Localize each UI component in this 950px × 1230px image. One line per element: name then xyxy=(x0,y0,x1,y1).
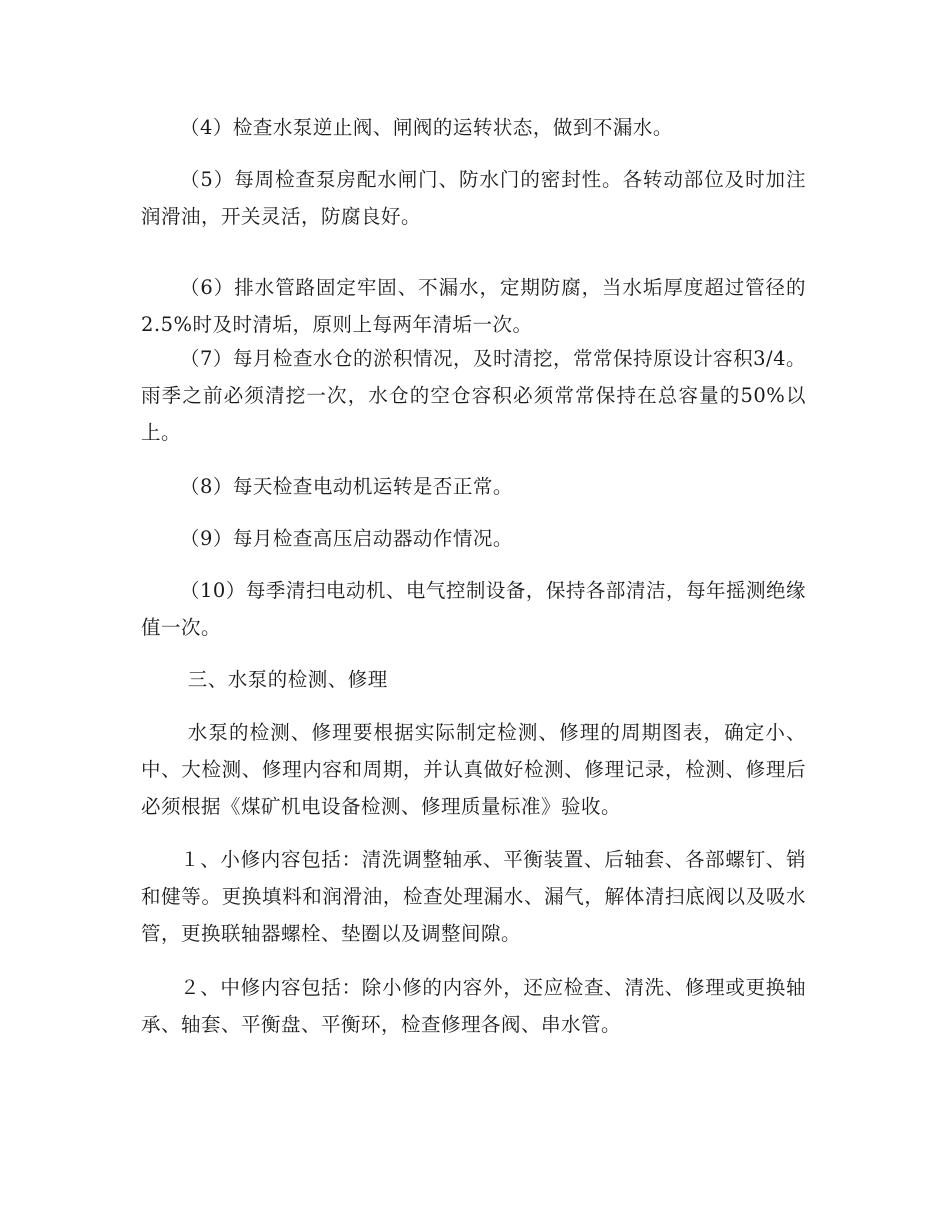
paragraph-quarterly-cleaning: （10）每季清扫电动机、电气控制设备，保持各部清洁，每年摇测绝缘值一次。 xyxy=(141,579,806,639)
paragraph-drain-pipe: （6）排水管路固定牢固、不漏水，定期防腐，当水垢厚度超过管径的2.5%时及时清垢，原则上每两年清垢一次。 xyxy=(141,276,806,336)
section-heading: 三、水泵的检测、修理 xyxy=(187,668,388,691)
paragraph-daily-motor-check: （8）每天检查电动机运转是否正常。 xyxy=(180,475,513,498)
paragraph-check-pump-valves: （4）检查水泵逆止阀、闸阀的运转状态，做到不漏水。 xyxy=(180,116,673,139)
paragraph-sump-check: （7）每月检查水仓的淤积情况，及时清挖，常常保持原设计容积3/4。雨季之前必须清挖一次，水仓的空仓容积必须常常保持在总容量的50%以上。 xyxy=(141,347,806,444)
paragraph-inspection-overview: 水泵的检测、修理要根据实际制定检测、修理的周期图表，确定小、中、大检测、修理内容和周期，并认真做好检测、修理记录，检测、修理后必须根据《煤矿机电设备检测、修理质量标准》验收。 xyxy=(141,721,806,818)
paragraph-minor-repair: １、小修内容包括：清洗调整轴承、平衡装置、后轴套、各部螺钉、销和健等。更换填料和润滑油，检查处理漏水、漏气，解体清扫底阀以及吸水管，更换联轴器螺栓、垫圈以及调整间隙。 xyxy=(141,848,806,945)
paragraph-monthly-starter-check: （9）每月检查高压启动器动作情况。 xyxy=(180,527,513,550)
paragraph-weekly-gate-check: （5）每周检查泵房配水闸门、防水门的密封性。各转动部位及时加注润滑油，开关灵活，防腐良好。 xyxy=(141,168,806,228)
paragraph-medium-repair: ２、中修内容包括：除小修的内容外，还应检查、清洗、修理或更换轴承、轴套、平衡盘、平衡环，检查修理各阀、串水管。 xyxy=(141,976,806,1036)
